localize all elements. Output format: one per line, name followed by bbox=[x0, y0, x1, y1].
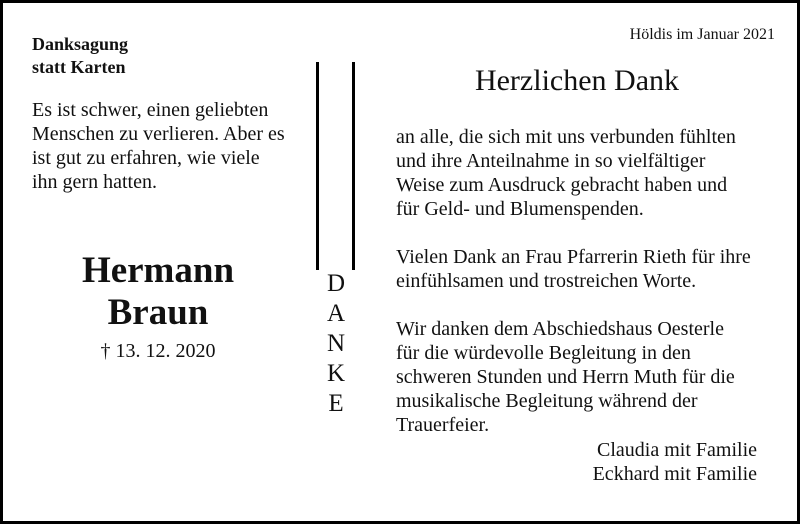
first-name: Hermann bbox=[81, 250, 235, 291]
heading-line: Danksagung bbox=[32, 34, 129, 54]
deceased-name bbox=[58, 250, 258, 334]
paragraph-line: und ihre Anteilnahme in so vielfältiger bbox=[396, 150, 706, 172]
paragraph-line: musikalische Begleitung während der bbox=[396, 390, 698, 412]
vertical-danke bbox=[319, 269, 353, 419]
danke-letter: A bbox=[326, 300, 346, 327]
right-vertical-rule bbox=[352, 62, 355, 270]
danke-letter: E bbox=[328, 390, 344, 417]
danke-letter: K bbox=[326, 360, 346, 387]
paragraph-line: Weise zum Ausdruck gebracht haben und bbox=[396, 174, 728, 196]
paragraph-line: Vielen Dank an Frau Pfarrerin Rieth für ihre bbox=[396, 246, 751, 268]
main-title: Herzlichen Dank bbox=[474, 64, 680, 97]
paragraph-line: Wir danken dem Abschiedshaus Oesterle bbox=[396, 318, 724, 340]
intro-text bbox=[32, 98, 302, 194]
left-vertical-rule bbox=[316, 62, 319, 270]
signature-line: Eckhard mit Familie bbox=[592, 463, 757, 485]
paragraph-line: für die würdevolle Begleitung in den bbox=[396, 342, 691, 364]
death-date: † 13. 12. 2020 bbox=[100, 340, 216, 362]
signature-line: Claudia mit Familie bbox=[597, 439, 757, 461]
intro-line: Es ist schwer, einen geliebten bbox=[32, 99, 269, 121]
thanks-heading bbox=[32, 33, 128, 79]
paragraph-line: für Geld- und Blumenspenden. bbox=[396, 198, 644, 220]
paragraph-line: einfühlsamen und trostreichen Worte. bbox=[396, 270, 697, 292]
danke-letter: D bbox=[326, 270, 346, 297]
paragraph-thanks-pastor bbox=[396, 245, 776, 293]
paragraph-thanks-all bbox=[396, 125, 776, 221]
paragraph-line: schweren Stunden und Herrn Muth für die bbox=[396, 366, 735, 388]
last-name: Braun bbox=[107, 292, 209, 333]
intro-line: ihn gern hatten. bbox=[32, 171, 157, 193]
danke-letter: N bbox=[326, 330, 346, 357]
signatures bbox=[593, 438, 757, 486]
paragraph-line: an alle, die sich mit uns verbunden fühlten bbox=[396, 126, 736, 148]
intro-line: ist gut zu erfahren, wie viele bbox=[32, 147, 260, 169]
paragraph-line: Trauerfeier. bbox=[396, 414, 490, 436]
heading-line: statt Karten bbox=[32, 57, 126, 77]
place-date: Höldis im Januar 2021 bbox=[629, 26, 775, 43]
intro-line: Menschen zu verlieren. Aber es bbox=[32, 123, 285, 145]
paragraph-thanks-funeral-home bbox=[396, 317, 776, 437]
